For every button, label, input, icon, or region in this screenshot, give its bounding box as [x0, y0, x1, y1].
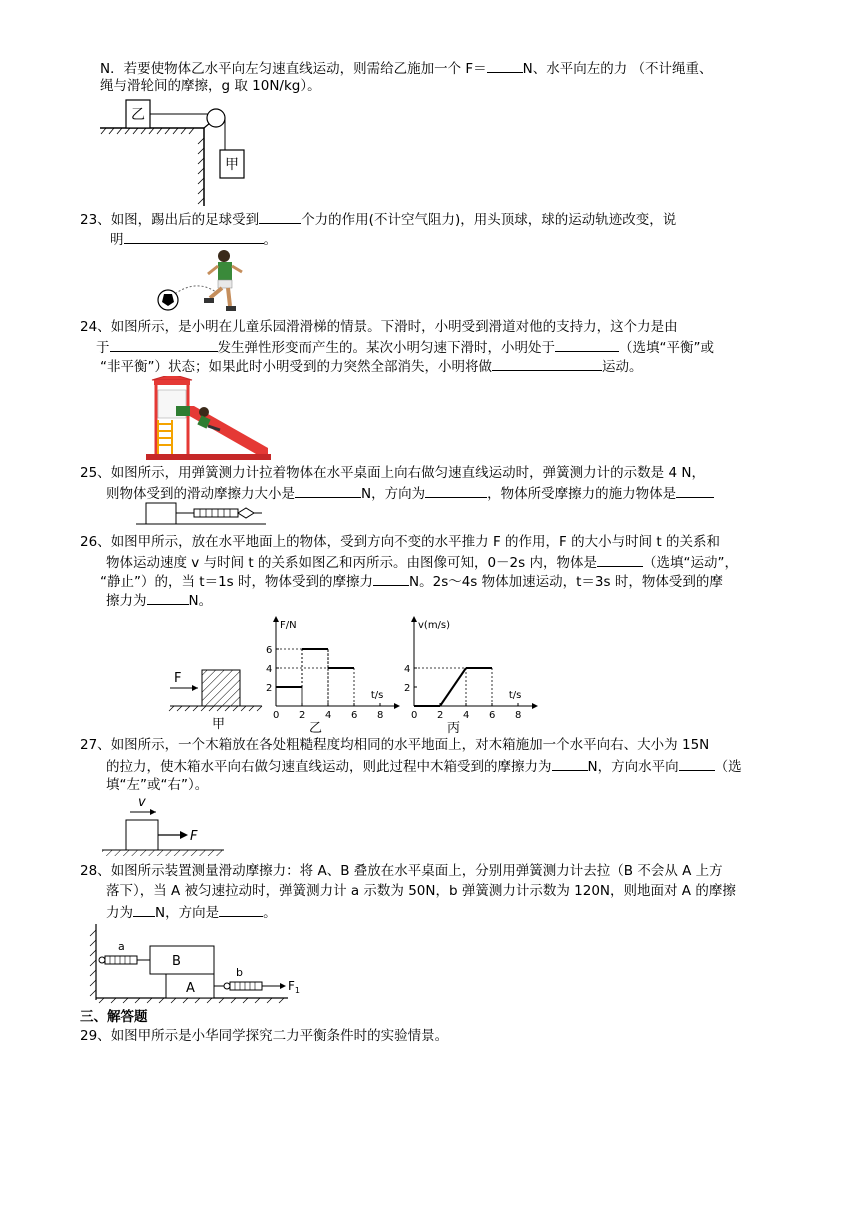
y-axis-arrow: [273, 616, 279, 622]
force-F1-label: $F_1$: [288, 979, 300, 995]
q27-blank-2[interactable]: [679, 756, 715, 771]
q25-block: [146, 503, 176, 524]
force-label: F: [174, 671, 182, 686]
q24-line1: 24、如图所示，是小明在儿童乐园滑滑梯的情景。下滑时，小明受到滑道对他的支持力，这个力是由: [80, 319, 678, 335]
y-axis-label: F/N: [280, 620, 297, 631]
q23-line1: 23、如图，踢出后的足球受到 个力的作用(不计空气阻力)，用头顶球，球的运动轨迹改变，说: [80, 209, 676, 229]
q24-line3: “非平衡”）状态；如果此时小明受到的力突然全部消失，小明将做 运动。: [100, 356, 643, 376]
wooden-box: [126, 820, 158, 850]
x-tick-label: 2: [299, 710, 306, 721]
y-tick-label: 6: [266, 645, 273, 656]
q27-line2: 的拉力，使木箱水平向右做匀速直线运动，则此过程中木箱受到的摩擦力为 N，方向水平向 （选: [106, 756, 742, 776]
x-tick-label: 6: [489, 710, 496, 721]
q26-line2: 物体运动速度 v 与时间 t 的关系如图乙和丙所示。由图像可知，0－2s 内，物体是 （选填“运动”，: [106, 552, 738, 572]
q25-spring-scale-figure: [136, 501, 266, 527]
q24-blank-1[interactable]: [110, 337, 218, 352]
q25-blank-1[interactable]: [295, 483, 361, 498]
x-axis-label: t/s: [508, 690, 522, 701]
x-tick-label: 4: [325, 710, 332, 721]
q26-blank-3[interactable]: [147, 590, 189, 605]
q23-blank-1[interactable]: [259, 209, 301, 224]
x-axis-arrow: [532, 703, 538, 709]
q26-line1: 26、如图甲所示，放在水平地面上的物体，受到方向不变的水平推力 F 的作用，F 的大小与时间 t 的关系和: [80, 534, 720, 550]
y-tick-label: 2: [266, 683, 273, 694]
q23-line2: 明 。: [110, 229, 277, 249]
x-axis-label: t/s: [370, 690, 384, 701]
q26-blank-2[interactable]: [373, 571, 409, 586]
block-B: [150, 946, 214, 974]
q25-blank-3[interactable]: [676, 483, 714, 498]
q28-line1: 28、如图所示装置测量滑动摩擦力：将 A、B 叠放在水平桌面上，分别用弹簧测力计去拉（B 不会从 A 上方: [80, 863, 723, 879]
scale-b-label: b: [236, 966, 243, 979]
q26-blank-1[interactable]: [597, 552, 643, 567]
x-axis-arrow: [394, 703, 400, 709]
x-tick-label: 0: [411, 710, 418, 721]
q27-line3: 填“左”或“右”）。: [106, 777, 209, 793]
y-tick-label: 2: [404, 683, 411, 694]
block-A-label: A: [186, 981, 195, 996]
block-yi-label: 乙: [131, 107, 145, 123]
x-tick-label: 4: [463, 710, 470, 721]
q26-line3: “静止”）的，当 t＝1s 时，物体受到的摩擦力 N。2s～4s 物体加速运动，t＝3s 时，物体受到的摩: [100, 571, 723, 591]
q22-line1: N．若要使物体乙水平向左匀速直线运动，则需给乙施加一个 F＝ N、水平向左的力 （不计绳重、: [100, 58, 713, 78]
q29-line: 29、如图甲所示是小华同学探究二力平衡条件时的实验情景。: [80, 1028, 449, 1044]
q25-line1: 25、如图所示，用弹簧测力计拉着物体在水平桌面上向右做匀速直线运动时，弹簧测力计的示数是 4 N，: [80, 465, 705, 481]
block-B-label: B: [172, 954, 181, 969]
scale-a-label: a: [118, 940, 125, 953]
chart-bing-velocity-time: [402, 612, 542, 734]
q23-football-figure: [150, 248, 260, 318]
q28-blank-1[interactable]: [133, 902, 155, 917]
force-F-label: F: [190, 829, 198, 844]
q23-blank-2[interactable]: [124, 229, 264, 244]
q24-slide-figure: [146, 376, 271, 460]
x-tick-label: 8: [515, 710, 522, 721]
q24-blank-3[interactable]: [492, 356, 602, 371]
x-tick-label: 8: [377, 710, 384, 721]
spring-scale-icon: [194, 509, 238, 517]
x-tick-label: 0: [273, 710, 280, 721]
q25-blank-2[interactable]: [425, 483, 487, 498]
q27-box-figure: [100, 794, 240, 860]
x-tick-label: 2: [437, 710, 444, 721]
series-segment: [440, 668, 466, 706]
q24-line2: 于 发生弹性形变而产生的。某次小明匀速下滑时，小明处于 （选填“平衡”或: [96, 337, 714, 357]
chart-caption: 乙: [309, 721, 323, 734]
y-axis-label: v(m/s): [418, 620, 451, 631]
fig-jia-caption: 甲: [212, 717, 226, 732]
q28-line2: 落下），当 A 被匀速拉动时，弹簧测力计 a 示数为 50N，b 弹簧测力计示数为 120N，则地面对 A 的摩擦: [106, 883, 736, 899]
y-tick-label: 4: [404, 664, 411, 675]
q26-fig-jia: [166, 660, 266, 732]
chart-caption: 丙: [447, 721, 461, 734]
q28-friction-figure: [88, 924, 308, 1004]
block-jia-label: 甲: [225, 157, 239, 173]
x-tick-label: 6: [351, 710, 358, 721]
y-tick-label: 4: [266, 664, 273, 675]
q22-line2: 绳与滑轮间的摩擦，g 取 10N/kg）。: [100, 78, 321, 94]
y-axis-arrow: [411, 616, 417, 622]
velocity-label: v: [138, 795, 146, 810]
chart-yi-force-time: [264, 612, 404, 734]
hatched-block: [202, 670, 240, 706]
section-heading: 三、解答题: [80, 1009, 148, 1025]
q24-blank-2[interactable]: [555, 337, 619, 352]
q22-pulley-figure: [98, 96, 248, 208]
q27-line1: 27、如图所示，一个木箱放在各处粗糙程度均相同的水平地面上，对木箱施加一个水平向右、大小为 15N: [80, 737, 710, 753]
q27-blank-1[interactable]: [552, 756, 588, 771]
q26-line4: 擦力为 N。: [106, 590, 212, 610]
q28-line3: 力为 N，方向是 。: [106, 902, 277, 922]
pulley-icon: [207, 109, 225, 127]
q28-blank-2[interactable]: [219, 902, 263, 917]
q22-blank[interactable]: [487, 58, 523, 73]
q25-line2: 则物体受到的滑动摩擦力大小是 N，方向为 ，物体所受摩擦力的施力物体是: [106, 483, 714, 503]
